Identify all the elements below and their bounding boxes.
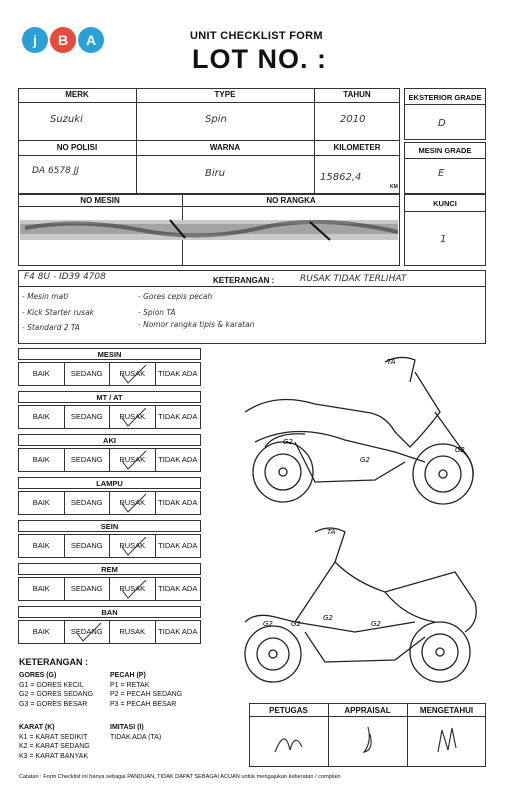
selected-mark [118,363,148,385]
logo-letter-b: B [50,27,76,53]
note-right-2: - Spion TA [138,308,176,317]
mark-g2-bottom-3: G2 [323,614,333,622]
mark-g2-top-1: G2 [283,438,293,446]
keterangan-value: RUSAK TIDAK TERLIHAT [300,274,407,284]
condition-option[interactable]: BAIK [19,406,65,428]
mengetahui-signature [428,722,468,760]
legend-g1: G1 = GORES KECIL [19,681,84,689]
condition-title: AKI [18,434,201,446]
legend-g3: G3 = GORES BESAR [19,700,88,708]
kilometer-label: KILOMETER [333,143,381,152]
condition-option[interactable]: SEDANG [65,449,111,471]
condition-option[interactable]: RUSAK [110,449,156,471]
type-value: Spin [205,114,227,125]
exterior-grade-value: D [438,118,446,129]
merk-label: MERK [65,90,89,99]
type-label: TYPE [214,90,236,99]
legend-p3: P3 = PECAH BESAR [110,700,177,708]
engine-code: F4 8U - ID39 4708 [24,272,106,282]
condition-option[interactable]: RUSAK [110,406,156,428]
condition-option[interactable]: RUSAK [110,578,156,600]
condition-row [18,362,201,386]
condition-option[interactable]: TIDAK ADA [158,627,198,636]
motorcycle-diagram-right-side [235,352,487,512]
condition-option[interactable]: TIDAK ADA [158,584,198,593]
selected-mark [118,578,148,600]
condition-option[interactable]: RUSAK [110,535,156,557]
condition-row [18,405,201,429]
condition-option[interactable]: SEDANG [65,578,111,600]
condition-option[interactable]: SEDANG [65,406,111,428]
note-left-3: - Standard 2 TA [22,323,80,332]
condition-option[interactable]: TIDAK ADA [158,498,198,507]
legend-gores [19,671,93,709]
condition-title: BAN [18,606,201,618]
legend-pecah-title: PECAH (P) [110,672,146,679]
note-left-2: - Kick Starter rusak [22,308,95,317]
petugas-label: PETUGAS [269,706,308,715]
condition-option[interactable]: SEDANG [65,621,111,643]
condition-title: REM [18,563,201,575]
form-title: UNIT CHECKLIST FORM [190,30,323,42]
condition-option[interactable]: BAIK [19,492,65,514]
condition-option[interactable]: TIDAK ADA [158,455,198,464]
warna-label: WARNA [209,143,241,152]
no-mesin-label: NO MESIN [80,196,120,205]
mark-g2-bottom-2: G2 [291,620,301,628]
mesin-grade-value: E [438,168,445,179]
condition-option[interactable]: BAIK [19,578,65,600]
legend-imitasi [110,723,161,742]
km-unit: KM [390,184,398,190]
no-polisi-value: DA 6578 JJ [32,166,80,176]
rubbing-impression [20,208,398,246]
selected-mark [118,406,148,428]
legend-p2: P2 = PECAH SEDANG [110,691,183,698]
condition-title: SEIN [18,520,201,532]
condition-option[interactable]: BAIK [19,621,65,643]
legend-k2: K2 = KARAT SEDANG [19,743,90,750]
logo-letter-j: j [22,27,48,53]
mark-ta-top: TA [387,358,396,366]
legend-karat-title: KARAT (K) [19,724,55,731]
mark-ta-bottom: TA [327,528,336,536]
footnote: Catatan : Form Checklist ini hanya sebagai PANDUAN, TIDAK DAPAT SEBAGAI ACUAN untuk mengajukan keberatan / complain [19,774,341,780]
condition-option[interactable]: SEDANG [65,535,111,557]
tahun-value: 2010 [340,114,366,125]
tahun-label: TAHUN [343,90,371,99]
condition-row [18,491,201,515]
mark-g2-top-2: G2 [360,456,370,464]
selected-mark [118,535,148,557]
logo-letter-a: A [78,27,104,53]
merk-value: Suzuki [50,114,83,125]
condition-option[interactable]: SEDANG [65,492,111,514]
condition-option[interactable]: BAIK [19,449,65,471]
condition-title: MESIN [18,348,201,360]
exterior-grade-label: EKSTERIOR GRADE [408,93,482,102]
condition-title: MT / AT [18,391,201,403]
condition-option[interactable]: RUSAK [110,363,156,385]
condition-row [18,448,201,472]
condition-option[interactable]: TIDAK ADA [158,412,198,421]
legend-title: KETERANGAN : [19,657,88,667]
selected-mark [118,449,148,471]
kunci-value: 1 [440,234,447,245]
legend-karat [19,723,90,761]
mesin-grade-label: MESIN GRADE [418,146,472,155]
note-left-1: - Mesin mati [22,292,69,301]
mengetahui-label: MENGETAHUI [419,706,474,715]
legend-k1: K1 = KARAT SEDIKIT [19,733,88,741]
no-rangka-label: NO RANGKA [266,196,316,205]
jba-logo [22,27,104,55]
condition-title: LAMPU [18,477,201,489]
legend-k3: K3 = KARAT BANYAK [19,752,89,760]
mark-g2-bottom-1: G2 [263,620,273,628]
legend-g2: G2 = GORES SEDANG [19,691,94,698]
condition-option[interactable]: TIDAK ADA [158,369,198,378]
condition-option[interactable]: BAIK [19,535,65,557]
selected-mark [118,492,148,514]
legend-p1: P1 = RETAK [110,681,150,689]
note-right-3: - Nomor rangka tipis & karatan [138,320,255,329]
lot-label: LOT NO. : [192,44,327,74]
petugas-signature [270,722,310,760]
warna-value: Biru [205,168,226,179]
condition-row [18,534,201,558]
condition-option[interactable]: BAIK [19,363,65,385]
condition-row [18,577,201,601]
condition-option[interactable]: TIDAK ADA [158,541,198,550]
mark-g2-top-3: G2 [455,446,465,454]
condition-row [18,620,201,644]
condition-option[interactable]: RUSAK [110,492,156,514]
legend-gores-title: GORES (G) [19,672,57,679]
appraisal-signature [350,722,390,760]
note-right-1: - Gores cepis pecah [138,292,213,301]
selected-mark [73,621,103,643]
mark-g2-bottom-4: G2 [371,620,381,628]
keterangan-label: KETERANGAN : [213,276,275,285]
motorcycle-diagram-left-side [235,522,487,690]
legend-ta: TIDAK ADA (TA) [110,733,162,741]
kilometer-value: 15862,4 [320,172,362,183]
condition-option[interactable]: SEDANG [65,363,111,385]
condition-option[interactable]: RUSAK [110,621,156,643]
legend-imitasi-title: IMITASI (I) [110,724,144,731]
kunci-label: KUNCI [433,199,457,208]
appraisal-label: APPRAISAL [344,706,391,715]
no-polisi-label: NO POLISI [56,143,98,152]
legend-pecah [110,671,182,709]
